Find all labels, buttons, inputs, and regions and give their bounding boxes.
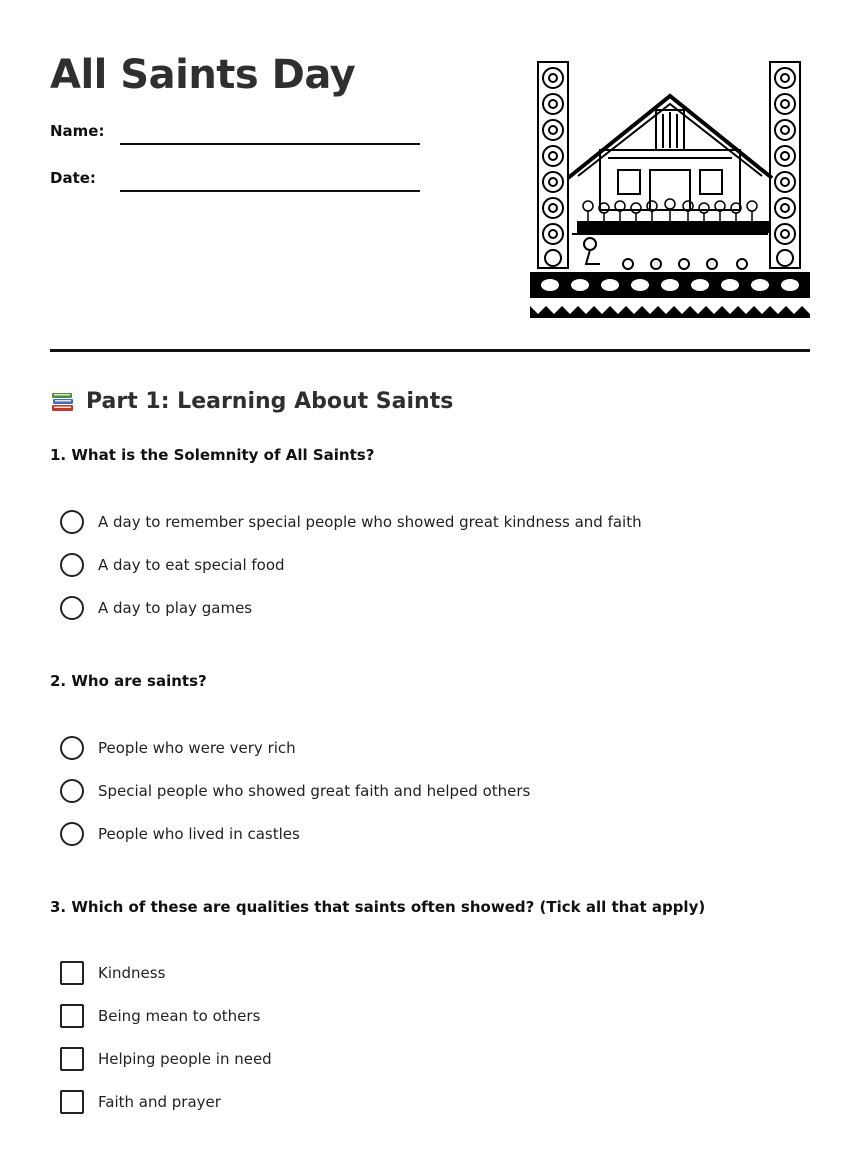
option-label: People who lived in castles (98, 825, 300, 843)
radio-button[interactable] (60, 553, 84, 577)
header-divider (50, 349, 810, 352)
radio-button[interactable] (60, 510, 84, 534)
question-3: 3. Which of these are qualities that saints often showed? (Tick all that apply) (50, 898, 706, 916)
question-1: 1. What is the Solemnity of All Saints? (50, 446, 375, 464)
q1-option-2[interactable] (60, 553, 285, 577)
name-field[interactable] (120, 143, 420, 145)
option-label: Special people who showed great faith and helped others (98, 782, 531, 800)
checkbox[interactable] (60, 1090, 84, 1114)
q1-option-3[interactable] (60, 596, 252, 620)
section-heading-text: Part 1: Learning About Saints (86, 389, 454, 414)
radio-button[interactable] (60, 596, 84, 620)
name-label: Name: (50, 122, 105, 140)
q1-option-1[interactable] (60, 510, 642, 534)
date-label: Date: (50, 169, 96, 187)
checkbox[interactable] (60, 961, 84, 985)
option-label: Kindness (98, 964, 166, 982)
date-field[interactable] (120, 190, 420, 192)
q3-option-3[interactable] (60, 1047, 272, 1071)
option-label: People who were very rich (98, 739, 296, 757)
q2-option-3[interactable] (60, 822, 300, 846)
checkbox[interactable] (60, 1047, 84, 1071)
radio-button[interactable] (60, 822, 84, 846)
books-icon (50, 390, 76, 414)
q3-option-4[interactable] (60, 1090, 221, 1114)
checkbox[interactable] (60, 1004, 84, 1028)
q2-option-2[interactable] (60, 779, 530, 803)
option-label: Being mean to others (98, 1007, 261, 1025)
option-label: A day to remember special people who showed great kindness and faith (98, 513, 642, 531)
option-label: A day to eat special food (98, 556, 285, 574)
radio-button[interactable] (60, 779, 84, 803)
radio-button[interactable] (60, 736, 84, 760)
q3-option-2[interactable] (60, 1004, 260, 1028)
option-label: Faith and prayer (98, 1093, 221, 1111)
question-2: 2. Who are saints? (50, 672, 207, 690)
worksheet-title: All Saints Day (50, 52, 356, 98)
option-label: A day to play games (98, 599, 253, 617)
section-heading (50, 389, 453, 414)
option-label: Helping people in need (98, 1050, 272, 1068)
q2-option-1[interactable] (60, 736, 296, 760)
q3-option-1[interactable] (60, 961, 165, 985)
meeting-house-illustration (528, 58, 812, 322)
